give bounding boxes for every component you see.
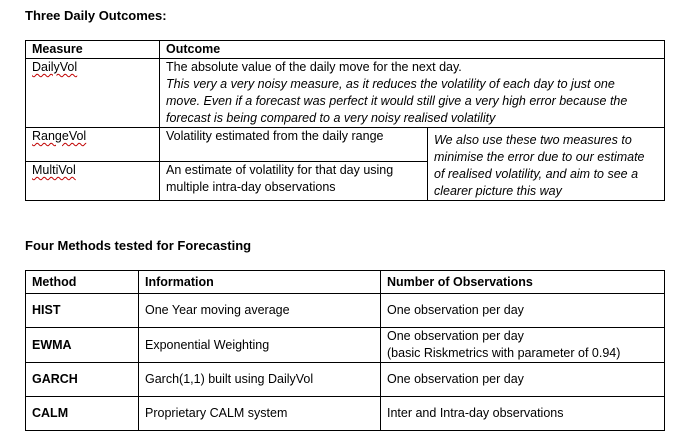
measure-header: Measure [26, 41, 160, 59]
method-header: Method [26, 271, 139, 294]
observations-cell: One observation per day [381, 294, 665, 328]
measure-cell [26, 162, 160, 201]
method-cell: EWMA [26, 328, 139, 363]
outcomes-heading: Three Daily Outcomes: [25, 8, 167, 23]
table-row [26, 328, 665, 363]
table-row [26, 294, 665, 328]
observations-cell: Inter and Intra-day observations [381, 397, 665, 431]
table-row [26, 363, 665, 397]
information-cell: Exponential Weighting [139, 328, 381, 363]
observations-detail: (basic Riskmetrics with parameter of 0.94) [387, 346, 621, 360]
measure-cell [26, 59, 160, 128]
outcome-note: This very a very noisy measure, as it reduces the volatility of each day to just one move. Even if a forecast was perfect it would still give a very high error because the forecast is being compared to a very noisy realised volatility [166, 77, 628, 125]
information-cell: Garch(1,1) built using DailyVol [139, 363, 381, 397]
measure-dailyvol: DailyVol [32, 60, 78, 74]
methods-header-row [26, 271, 665, 294]
observations-cell [381, 328, 665, 363]
outcome-cell: Volatility estimated from the daily range [160, 128, 428, 162]
method-cell: CALM [26, 397, 139, 431]
side-note: We also use these two measures to minimise the error due to our estimate of realised volatility, and aim to see a clearer picture this way [428, 128, 665, 201]
methods-table [25, 270, 665, 431]
methods-heading: Four Methods tested for Forecasting [25, 238, 252, 253]
method-cell: HIST [26, 294, 139, 328]
observations-text: One observation per day [387, 329, 524, 343]
table-row [26, 59, 665, 128]
outcome-cell: An estimate of volatility for that day using multiple intra-day observations [160, 162, 428, 201]
observations-cell: One observation per day [381, 363, 665, 397]
information-cell: One Year moving average [139, 294, 381, 328]
measure-rangevol: RangeVol [32, 129, 87, 143]
outcome-cell [160, 59, 665, 128]
outcomes-table [25, 40, 665, 201]
measure-multivol: MultiVol [32, 163, 76, 177]
information-cell: Proprietary CALM system [139, 397, 381, 431]
method-cell: GARCH [26, 363, 139, 397]
observations-header: Number of Observations [381, 271, 665, 294]
outcome-header: Outcome [160, 41, 665, 59]
table-row [26, 128, 665, 162]
table-row [26, 397, 665, 431]
information-header: Information [139, 271, 381, 294]
measure-cell [26, 128, 160, 162]
outcomes-header-row [26, 41, 665, 59]
outcome-text: The absolute value of the daily move for the next day. [166, 60, 462, 74]
